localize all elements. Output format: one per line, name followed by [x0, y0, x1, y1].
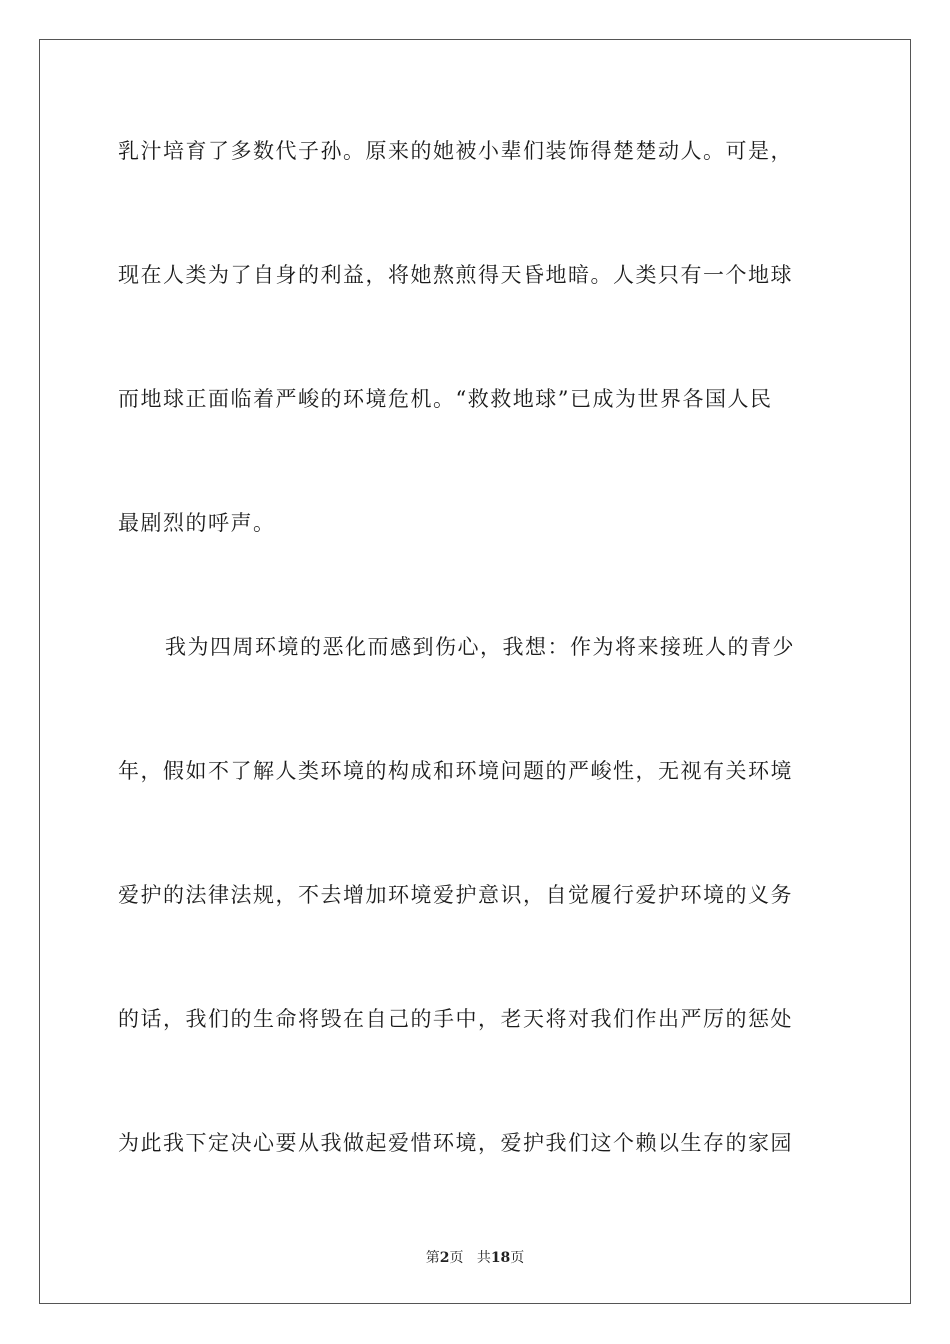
body-line-2: 现在人类为了自身的利益，将她熬煎得天昏地暗。人类只有一个地球: [118, 263, 793, 287]
body-line-3: 而地球正面临着严峻的环境危机。“救救地球”已成为世界各国人民: [118, 387, 773, 411]
footer-total-prefix: 共: [476, 1250, 491, 1266]
footer-page-number: 2: [439, 1250, 450, 1266]
footer-total-pages: 18: [490, 1250, 511, 1266]
body-line-7: 爱护的法律法规，不去增加环境爱护意识，自觉履行爱护环境的义务: [118, 883, 793, 907]
body-line-9: 为此我下定决心要从我做起爱惜环境，爱护我们这个赖以生存的家园: [118, 1131, 793, 1155]
footer-page-suffix: 页: [449, 1250, 464, 1266]
footer-total-suffix: 页: [510, 1250, 525, 1266]
page-border: [39, 39, 911, 1304]
body-line-5: 我为四周环境的恶化而感到伤心，我想：作为将来接班人的青少: [165, 635, 795, 659]
body-line-8: 的话，我们的生命将毁在自己的手中，老天将对我们作出严厉的惩处: [118, 1007, 793, 1031]
footer-page-prefix: 第: [425, 1250, 440, 1266]
body-line-6: 年，假如不了解人类环境的构成和环境问题的严峻性，无视有关环境: [118, 759, 793, 783]
body-line-4: 最剧烈的呼声。: [118, 511, 276, 535]
page-footer: [0, 1247, 950, 1267]
body-line-1: 乳汁培育了多数代子孙。原来的她被小辈们装饰得楚楚动人。可是，: [118, 139, 793, 163]
